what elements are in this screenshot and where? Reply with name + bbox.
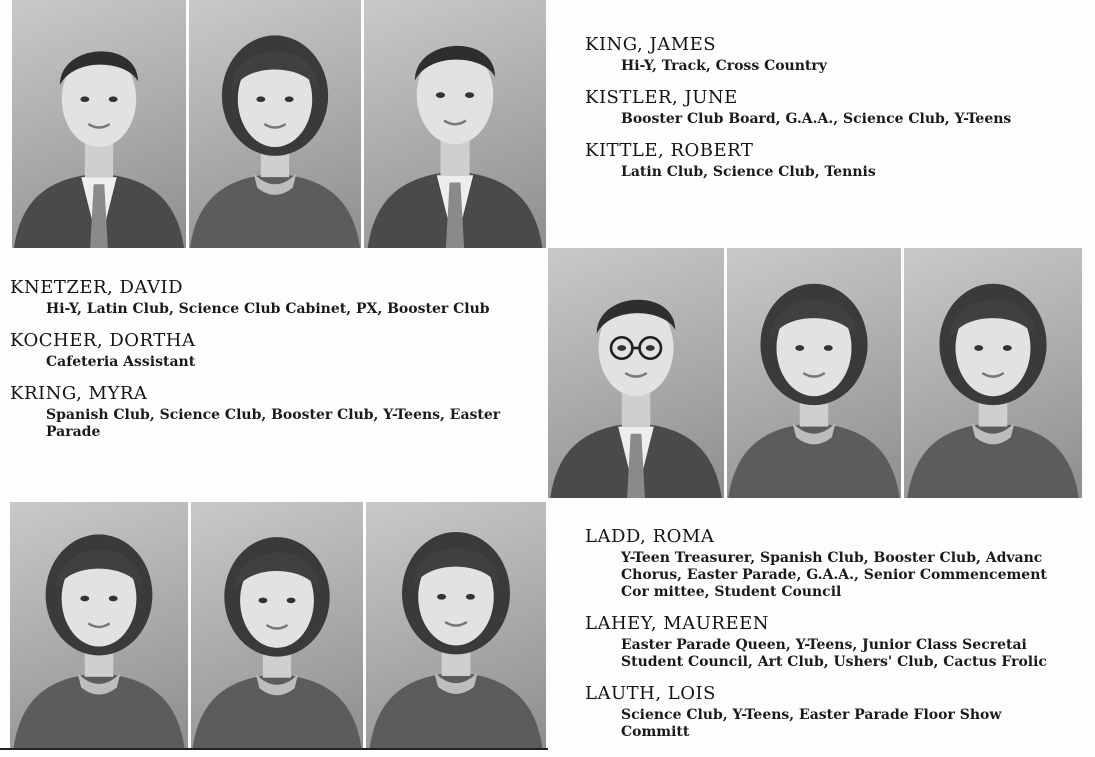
entry-kocher-dortha	[10, 330, 522, 371]
student-activities: Y-Teen Treasurer, Spanish Club, Booster Club, Advanc Chorus, Easter Parade, G.A.A., Senior Commencement Cor mittee, Student Council	[621, 550, 1047, 600]
student-name: KOCHER, DORTHA	[10, 330, 196, 351]
portrait-kittle-robert	[364, 0, 546, 248]
photo-row-1	[12, 0, 546, 248]
student-activities: Latin Club, Science Club, Tennis	[621, 164, 876, 180]
entry-ladd-roma	[585, 526, 1071, 601]
portrait-ladd-roma	[10, 502, 188, 748]
entries-group-2	[10, 277, 522, 453]
photo-row-2	[548, 248, 1082, 498]
student-name: KISTLER, JUNE	[585, 87, 738, 108]
entry-knetzer-david	[10, 277, 522, 318]
entry-lahey-maureen	[585, 613, 1071, 671]
portrait-knetzer-david	[548, 248, 724, 498]
entry-kring-myra	[10, 383, 522, 441]
page-bottom-rule	[0, 748, 548, 750]
student-name: LAUTH, LOIS	[585, 683, 716, 704]
entry-kittle-robert	[585, 140, 1085, 181]
portrait-lauth-lois	[366, 502, 546, 748]
entries-group-3	[585, 526, 1071, 753]
entry-kistler-june	[585, 87, 1085, 128]
entry-king-james	[585, 34, 1085, 75]
student-name: KING, JAMES	[585, 34, 717, 55]
photo-row-3	[10, 502, 546, 748]
entry-lauth-lois	[585, 683, 1071, 741]
student-activities: Easter Parade Queen, Y-Teens, Junior Class Secretai Student Council, Art Club, Ushers' Club, Cactus Frolic	[621, 637, 1047, 670]
portrait-lahey-maureen	[191, 502, 363, 748]
portrait-kistler-june	[189, 0, 361, 248]
portrait-kring-myra	[904, 248, 1082, 498]
student-activities: Hi-Y, Latin Club, Science Club Cabinet, PX, Booster Club	[46, 301, 490, 317]
student-activities: Science Club, Y-Teens, Easter Parade Floor Show Committ	[621, 707, 1002, 740]
portrait-kocher-dortha	[727, 248, 901, 498]
student-activities: Hi-Y, Track, Cross Country	[621, 58, 827, 74]
student-name: LADD, ROMA	[585, 526, 715, 547]
student-name: KRING, MYRA	[10, 383, 148, 404]
student-name: KNETZER, DAVID	[10, 277, 184, 298]
student-activities: Cafeteria Assistant	[46, 354, 196, 370]
entries-group-1	[585, 34, 1085, 193]
student-activities: Spanish Club, Science Club, Booster Club, Y-Teens, Easter Parade	[46, 407, 501, 440]
student-name: LAHEY, MAUREEN	[585, 613, 769, 634]
portrait-king-james	[12, 0, 186, 248]
student-activities: Booster Club Board, G.A.A., Science Club, Y-Teens	[621, 111, 1012, 127]
student-name: KITTLE, ROBERT	[585, 140, 754, 161]
